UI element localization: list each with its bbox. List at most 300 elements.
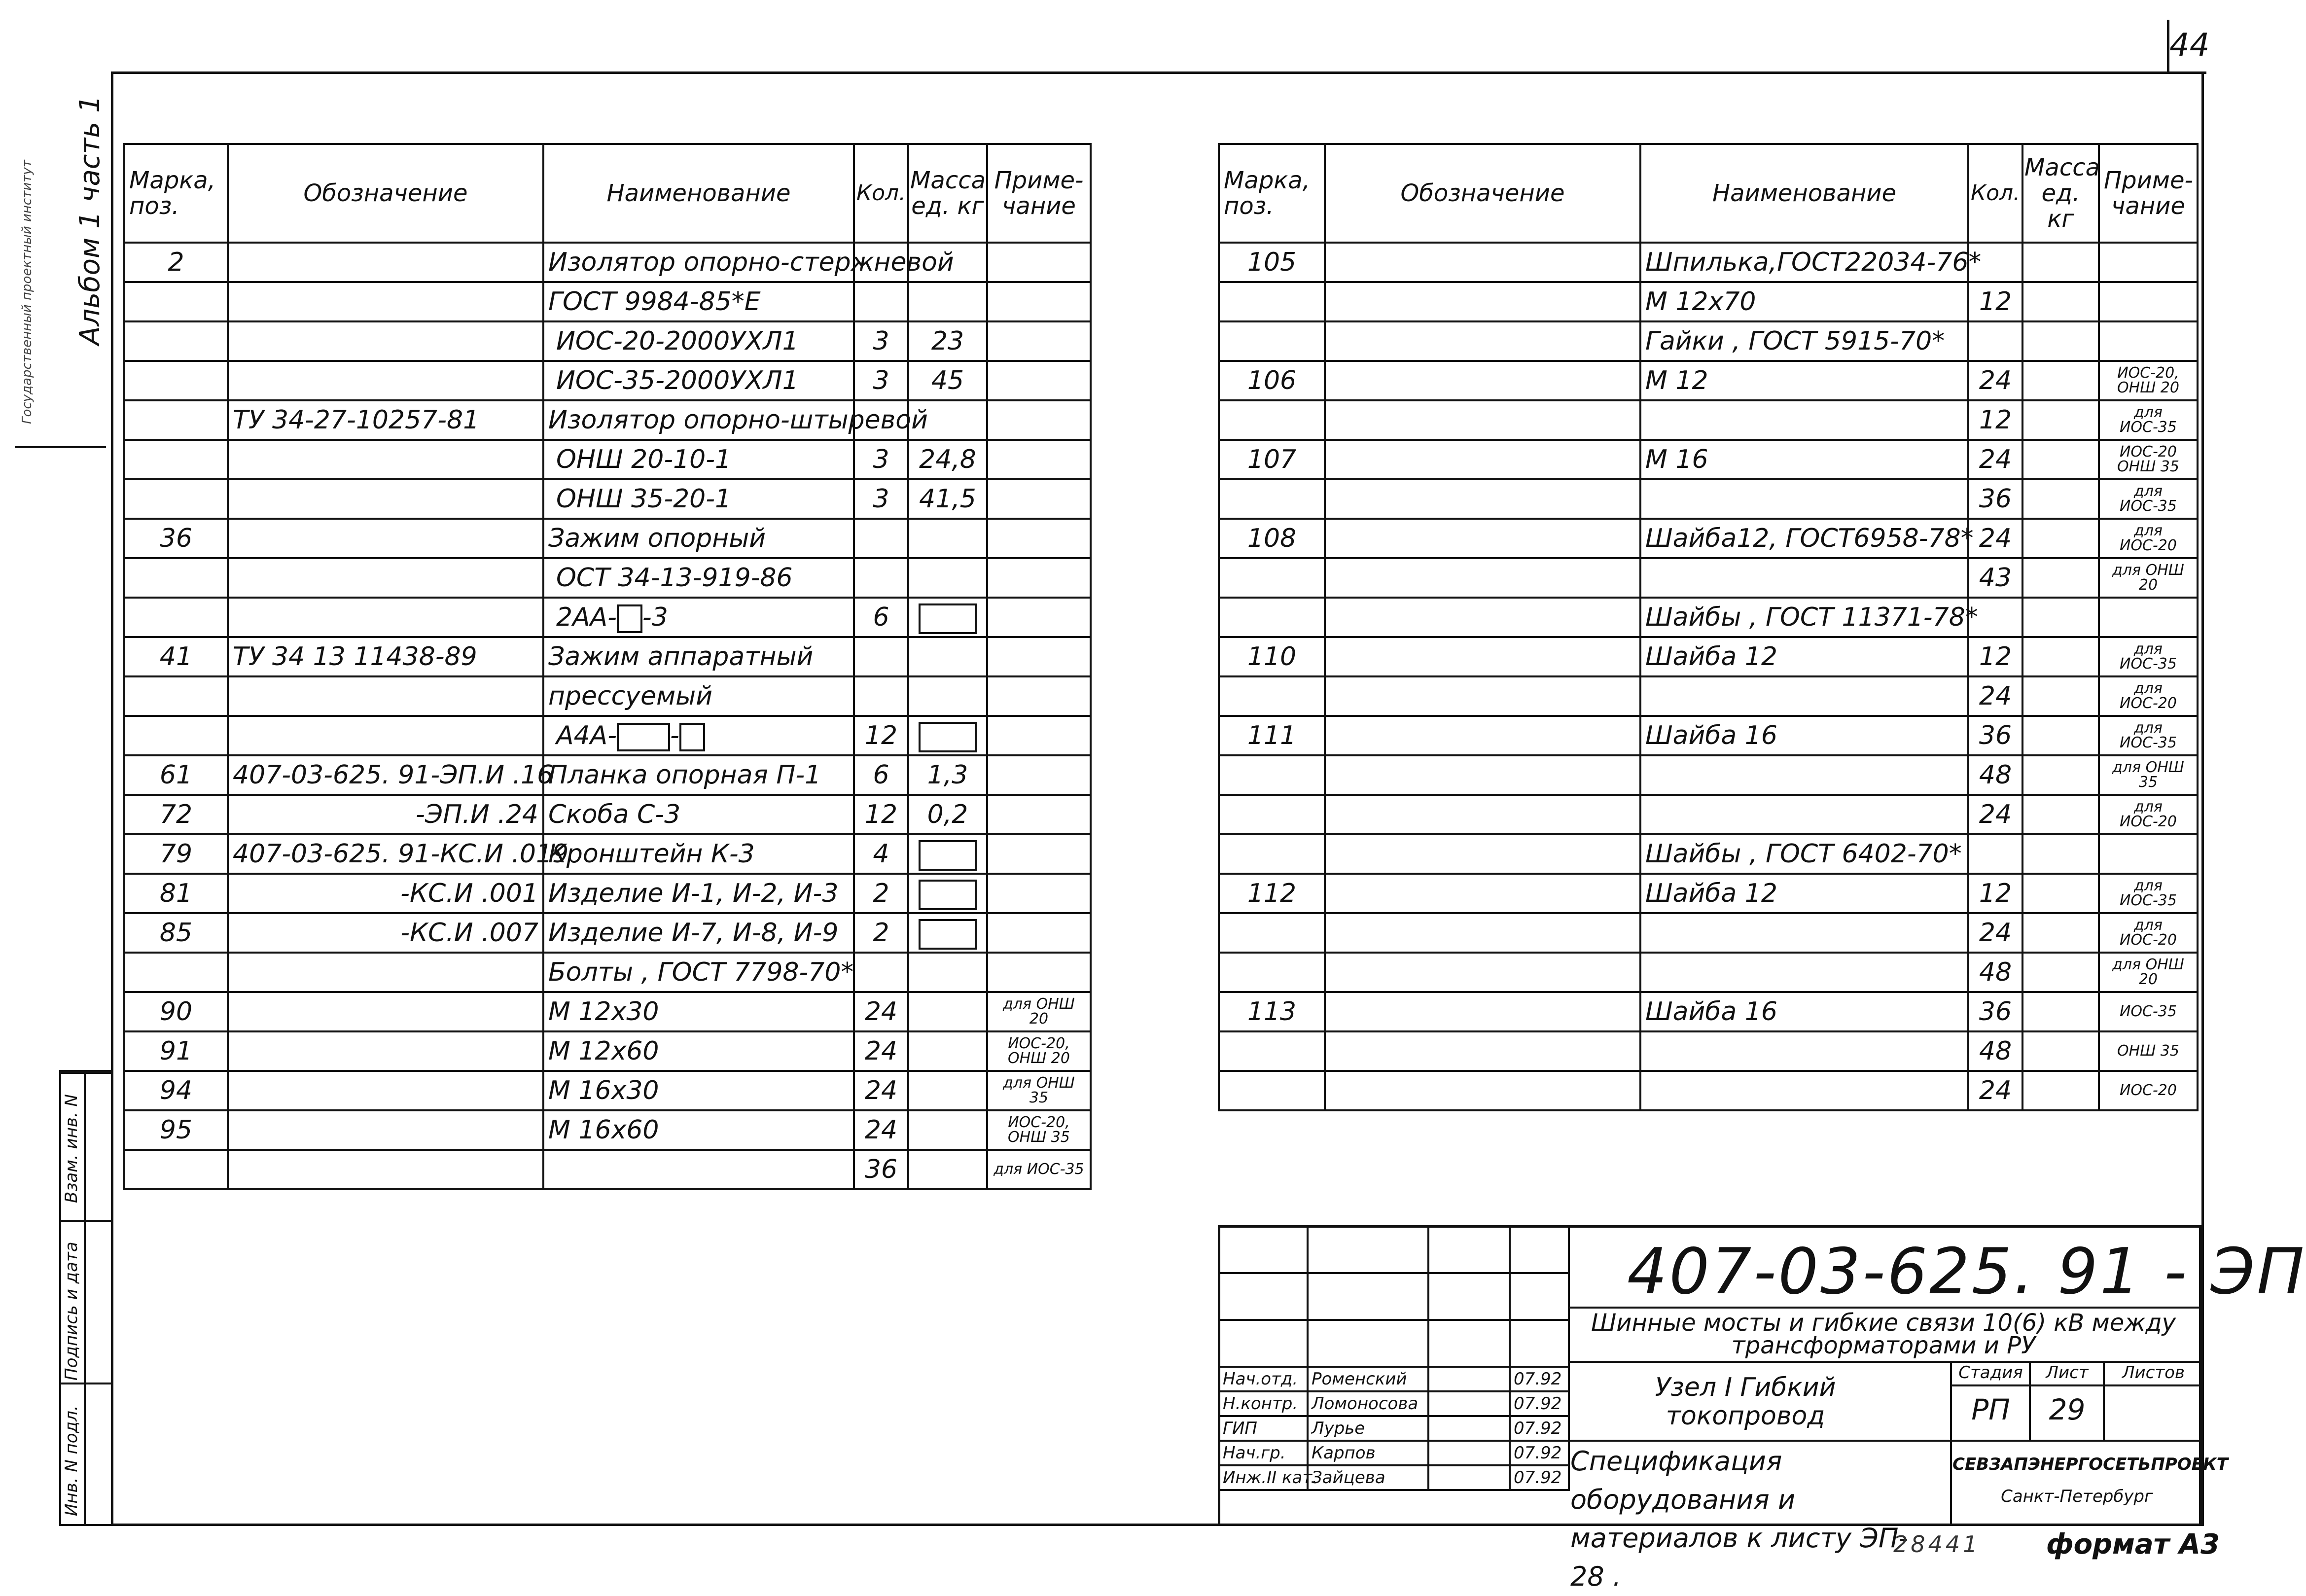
row-designation: ТУ 34 13 11438-89: [228, 637, 543, 676]
row-mark: [1219, 558, 1325, 598]
row-mark: 61: [124, 755, 228, 795]
row-qty: 24: [854, 1031, 908, 1071]
signature-blank-cell: [1510, 1273, 1569, 1320]
table-row: [1219, 1071, 2198, 1110]
row-designation: -КС.И .007: [228, 913, 543, 953]
table-row: [124, 676, 1091, 716]
blank-mass-box: [919, 919, 977, 950]
row-mass: 45: [908, 361, 987, 400]
stamp-original-inventory: Инв. N подл.: [62, 1405, 81, 1516]
row-mass: [2022, 440, 2099, 479]
table-row: [124, 243, 1091, 282]
row-designation: [1325, 1031, 1640, 1071]
row-mark: 112: [1219, 874, 1325, 913]
row-qty: 24: [1968, 676, 2022, 716]
row-mark: [1219, 321, 1325, 361]
row-mass: [908, 953, 987, 992]
row-mark: [124, 716, 228, 755]
row-mass: [2022, 637, 2099, 676]
row-mass: [2022, 321, 2099, 361]
row-note: для ИОС-20: [2099, 795, 2198, 834]
row-name: Шайба 16: [1640, 992, 1968, 1031]
row-name: М 16х60: [543, 1110, 854, 1150]
row-designation: [228, 1031, 543, 1071]
row-note: для ОНШ 35: [2099, 755, 2198, 795]
row-qty: 24: [1968, 519, 2022, 558]
row-mark: [124, 400, 228, 440]
row-designation: [1325, 953, 1640, 992]
row-qty: 24: [1968, 440, 2022, 479]
sheet-label: Лист: [2046, 1363, 2089, 1383]
row-designation: [1325, 913, 1640, 953]
header-note: Приме- чание: [2099, 144, 2198, 243]
row-mass: 41,5: [908, 479, 987, 519]
row-mark: [124, 479, 228, 519]
row-qty: 48: [1968, 953, 2022, 992]
left-header-row: [124, 144, 1091, 243]
row-mark: 41: [124, 637, 228, 676]
row-designation: [1325, 361, 1640, 400]
table-row: [124, 558, 1091, 598]
table-row: [1219, 440, 2198, 479]
row-designation: [228, 1071, 543, 1110]
signature-row: [1219, 1391, 1569, 1416]
row-note: [987, 598, 1091, 637]
row-designation: [228, 558, 543, 598]
row-mass: [908, 282, 987, 321]
row-mark: 91: [124, 1031, 228, 1071]
row-designation: [228, 321, 543, 361]
signature-sign: [1428, 1391, 1510, 1416]
row-designation: [1325, 440, 1640, 479]
row-note: [987, 282, 1091, 321]
row-designation: [1325, 282, 1640, 321]
row-name: Планка опорная П-1: [543, 755, 854, 795]
row-mark: 85: [124, 913, 228, 953]
table-row: [1219, 598, 2198, 637]
row-note: [987, 440, 1091, 479]
table-row: [124, 795, 1091, 834]
table-row: [1219, 321, 2198, 361]
row-mass: [908, 676, 987, 716]
table-row: [1219, 400, 2198, 440]
row-mass: [908, 558, 987, 598]
row-name: [543, 1150, 854, 1189]
row-note: для ИОС-35: [2099, 637, 2198, 676]
row-mass: [908, 1071, 987, 1110]
row-designation: [1325, 637, 1640, 676]
row-designation: [1325, 676, 1640, 716]
row-name: [1640, 1071, 1968, 1110]
row-qty: 48: [1968, 1031, 2022, 1071]
row-qty: 12: [854, 716, 908, 755]
row-qty: 24: [854, 1110, 908, 1150]
row-name: [1640, 1031, 1968, 1071]
row-designation: [228, 992, 543, 1031]
row-note: [987, 953, 1091, 992]
row-mark: [1219, 953, 1325, 992]
row-mass: 0,2: [908, 795, 987, 834]
stage-grid-c2: [2103, 1361, 2105, 1440]
row-note: [987, 676, 1091, 716]
table-row: [124, 755, 1091, 795]
org-name: СЕВЗАПЭНЕРГОСЕТЬПРОЕКТ: [1952, 1454, 2228, 1474]
row-note: ИОС-20 ОНШ 35: [2099, 440, 2198, 479]
signature-blank-cell: [1510, 1226, 1569, 1273]
row-designation: [1325, 400, 1640, 440]
row-note: для ИОС-20: [2099, 913, 2198, 953]
row-note: ИОС-35: [2099, 992, 2198, 1031]
row-note: ИОС-20, ОНШ 35: [987, 1110, 1091, 1150]
table-row: [124, 1071, 1091, 1110]
row-designation: [228, 361, 543, 400]
row-name: Гайки , ГОСТ 5915-70*: [1640, 321, 1968, 361]
row-name: Изделие И-7, И-8, И-9: [543, 913, 854, 953]
signature-blank-cell: [1308, 1320, 1428, 1367]
row-designation: [1325, 834, 1640, 874]
row-note: [987, 834, 1091, 874]
row-qty: 12: [1968, 637, 2022, 676]
blank-box: [617, 604, 642, 633]
stamp-signature-date: Подпись и дата: [62, 1241, 81, 1381]
side-rule: [15, 446, 106, 448]
signature-date: 07.92: [1510, 1416, 1569, 1441]
row-note: [987, 243, 1091, 282]
row-designation: [228, 243, 543, 282]
row-note: для ОНШ 20: [987, 992, 1091, 1031]
table-row: [1219, 558, 2198, 598]
row-mass: [2022, 992, 2099, 1031]
row-designation: -КС.И .001: [228, 874, 543, 913]
doc-code: 407-03-625. 91 - ЭП: [1627, 1235, 2306, 1309]
row-name: М 12х30: [543, 992, 854, 1031]
table-row: [124, 1150, 1091, 1189]
row-mass: [908, 1150, 987, 1189]
table-row: [1219, 637, 2198, 676]
table-row: [1219, 479, 2198, 519]
stage-label: Стадия: [1958, 1363, 2023, 1383]
row-name: [1640, 953, 1968, 992]
signature-name: Лурье: [1308, 1416, 1428, 1441]
signature-date: 07.92: [1510, 1391, 1569, 1416]
row-mark: [124, 953, 228, 992]
institute-label: Государственный проектный институт: [20, 160, 35, 424]
row-mass: [2022, 676, 2099, 716]
row-name: М 16: [1640, 440, 1968, 479]
row-qty: 12: [854, 795, 908, 834]
org-city: Санкт-Петербург: [2001, 1487, 2153, 1506]
row-note: для ИОС-35: [2099, 479, 2198, 519]
row-mark: 106: [1219, 361, 1325, 400]
name-suffix: -: [670, 721, 679, 750]
row-name: Кронштейн К-3: [543, 834, 854, 874]
table-row: [124, 479, 1091, 519]
row-note: [2099, 598, 2198, 637]
node-title-rule: [1568, 1440, 1950, 1442]
signature-blank-cell: [1308, 1226, 1428, 1273]
row-name: Шайба12, ГОСТ6958-78*: [1640, 519, 1968, 558]
row-note: для ИОС-20: [2099, 519, 2198, 558]
row-mark: [1219, 1031, 1325, 1071]
row-mark: 94: [124, 1071, 228, 1110]
row-mark: [1219, 913, 1325, 953]
row-qty: 12: [1968, 874, 2022, 913]
row-mark: 90: [124, 992, 228, 1031]
row-qty: 24: [1968, 1071, 2022, 1110]
sheet-value: 29: [2049, 1393, 2086, 1426]
blank-mass-box: [919, 840, 977, 871]
blank-mass-box: [919, 603, 977, 634]
row-designation: [228, 479, 543, 519]
signature-sign: [1428, 1416, 1510, 1441]
table-row: [124, 519, 1091, 558]
header-name: Наименование: [543, 144, 854, 243]
row-mark: 81: [124, 874, 228, 913]
signature-name: Карпов: [1308, 1441, 1428, 1465]
row-mass: [2022, 755, 2099, 795]
row-mark: 107: [1219, 440, 1325, 479]
row-note: [987, 874, 1091, 913]
table-row: [124, 321, 1091, 361]
header-name: Наименование: [1640, 144, 1968, 243]
row-mark: [1219, 400, 1325, 440]
row-name: [1640, 400, 1968, 440]
table-row: [124, 598, 1091, 637]
row-mark: [124, 440, 228, 479]
row-mass: [908, 1031, 987, 1071]
row-mass: [2022, 874, 2099, 913]
row-qty: [854, 953, 908, 992]
table-row: [124, 1031, 1091, 1071]
row-qty: 36: [854, 1150, 908, 1189]
row-name: М 16х30: [543, 1071, 854, 1110]
row-mass: [2022, 795, 2099, 834]
row-note: для ИОС-20: [2099, 676, 2198, 716]
signature-blank-cell: [1308, 1273, 1428, 1320]
row-name: [543, 716, 854, 755]
table-row: [1219, 716, 2198, 755]
row-name: Изделие И-1, И-2, И-3: [543, 874, 854, 913]
row-mark: 110: [1219, 637, 1325, 676]
row-note: [987, 913, 1091, 953]
table-row: [1219, 361, 2198, 400]
row-name: Шайбы , ГОСТ 6402-70*: [1640, 834, 1968, 874]
row-designation: [1325, 479, 1640, 519]
row-designation: [1325, 321, 1640, 361]
row-name: Шайба 12: [1640, 874, 1968, 913]
signature-row: [1219, 1367, 1569, 1391]
signature-role: Инж.II кат.: [1219, 1465, 1308, 1490]
table-row: [1219, 1031, 2198, 1071]
row-mark: 79: [124, 834, 228, 874]
row-note: для ОНШ 20: [2099, 953, 2198, 992]
right-spec-table: [1218, 143, 2199, 1111]
left-spec-table: [123, 143, 1092, 1190]
signature-name: Ломоносова: [1308, 1391, 1428, 1416]
row-qty: 48: [1968, 755, 2022, 795]
header-qty: Кол.: [1968, 144, 2022, 243]
row-name: Изолятор опорно-стержневой: [543, 243, 854, 282]
row-mark: 105: [1219, 243, 1325, 282]
row-mass: [2022, 243, 2099, 282]
row-mark: [124, 321, 228, 361]
signature-row: [1219, 1441, 1569, 1465]
row-qty: [854, 676, 908, 716]
table-row: [1219, 519, 2198, 558]
row-mark: 2: [124, 243, 228, 282]
row-note: [2099, 834, 2198, 874]
row-name: ОНШ 20-10-1: [543, 440, 854, 479]
table-row: [1219, 874, 2198, 913]
row-qty: 12: [1968, 282, 2022, 321]
row-designation: [228, 1150, 543, 1189]
row-designation: ТУ 34-27-10257-81: [228, 400, 543, 440]
format-label: формат А3: [2046, 1528, 2220, 1561]
row-qty: 2: [854, 874, 908, 913]
row-name: [1640, 479, 1968, 519]
row-qty: 3: [854, 479, 908, 519]
row-designation: -ЭП.И .24: [228, 795, 543, 834]
row-mass: [2022, 519, 2099, 558]
row-mark: [124, 1150, 228, 1189]
row-note: для ИОС-35: [2099, 716, 2198, 755]
row-name: [1640, 795, 1968, 834]
row-qty: 12: [1968, 400, 2022, 440]
row-qty: [854, 282, 908, 321]
row-mark: [1219, 282, 1325, 321]
table-row: [124, 637, 1091, 676]
blank-box: [617, 723, 670, 751]
table-row: [1219, 676, 2198, 716]
blank-box: [679, 723, 705, 751]
blank-mass-box: [919, 880, 977, 910]
row-name: [1640, 676, 1968, 716]
stage-grid-c1: [2029, 1361, 2031, 1440]
row-mass: [2022, 361, 2099, 400]
table-row: [124, 400, 1091, 440]
table-row: [1219, 243, 2198, 282]
table-row: [1219, 282, 2198, 321]
row-name: ГОСТ 9984-85*Е: [543, 282, 854, 321]
row-note: [987, 755, 1091, 795]
table-row: [124, 361, 1091, 400]
signature-name: Зайцева: [1308, 1465, 1428, 1490]
table-row: [1219, 992, 2198, 1031]
row-qty: 36: [1968, 992, 2022, 1031]
signature-blank-cell: [1219, 1273, 1308, 1320]
row-note: [987, 637, 1091, 676]
row-note: [2099, 243, 2198, 282]
header-qty: Кол.: [854, 144, 908, 243]
row-qty: 36: [1968, 479, 2022, 519]
right-header-row: [1219, 144, 2198, 243]
row-mark: [1219, 598, 1325, 637]
row-mass: [2022, 913, 2099, 953]
row-mass: [2022, 953, 2099, 992]
signature-role: ГИП: [1219, 1416, 1308, 1441]
signature-date: 07.92: [1510, 1465, 1569, 1490]
signature-blank-row: [1219, 1226, 1569, 1273]
row-qty: [1968, 834, 2022, 874]
stamp-strip-divider: [84, 1070, 86, 1526]
row-designation: [228, 282, 543, 321]
row-name: Шпилька,ГОСТ22034-76*: [1640, 243, 1968, 282]
row-mass: [908, 834, 987, 874]
row-note: [987, 519, 1091, 558]
row-mass: [908, 519, 987, 558]
row-designation: [228, 598, 543, 637]
signature-row: [1219, 1465, 1569, 1490]
row-qty: [854, 637, 908, 676]
row-name: Шайба 16: [1640, 716, 1968, 755]
row-name: М 12х70: [1640, 282, 1968, 321]
sheets-label: Листов: [2122, 1363, 2185, 1383]
signature-blank-row: [1219, 1320, 1569, 1367]
row-name: [1640, 755, 1968, 795]
header-mass: Масса ед. кг: [908, 144, 987, 243]
row-designation: [1325, 598, 1640, 637]
header-designation: Обозначение: [228, 144, 543, 243]
row-mass: [908, 637, 987, 676]
signature-role: Н.контр.: [1219, 1391, 1308, 1416]
row-mass: [2022, 834, 2099, 874]
row-mass: [908, 913, 987, 953]
row-designation: [228, 1110, 543, 1150]
signature-row: [1219, 1416, 1569, 1441]
row-name: Зажим опорный: [543, 519, 854, 558]
row-name: Болты , ГОСТ 7798-70*: [543, 953, 854, 992]
row-mass: [2022, 598, 2099, 637]
row-name: Шайбы , ГОСТ 11371-78*: [1640, 598, 1968, 637]
row-note: для ИОС-35: [2099, 400, 2198, 440]
row-note: для ОНШ 20: [2099, 558, 2198, 598]
row-mark: 95: [124, 1110, 228, 1150]
row-qty: 6: [854, 755, 908, 795]
table-row: [1219, 834, 2198, 874]
row-name: ИОС-35-2000УХЛ1: [543, 361, 854, 400]
row-qty: [854, 519, 908, 558]
row-designation: [1325, 874, 1640, 913]
row-note: [987, 716, 1091, 755]
header-designation: Обозначение: [1325, 144, 1640, 243]
stage-grid-r2: [1950, 1440, 2201, 1442]
signature-sign: [1428, 1441, 1510, 1465]
row-mark: [124, 361, 228, 400]
row-mark: 111: [1219, 716, 1325, 755]
row-note: ИОС-20, ОНШ 20: [2099, 361, 2198, 400]
row-designation: [1325, 795, 1640, 834]
header-note: Приме- чание: [987, 144, 1091, 243]
row-designation: [1325, 519, 1640, 558]
table-row: [1219, 755, 2198, 795]
row-qty: 36: [1968, 716, 2022, 755]
signature-role: Нач.гр.: [1219, 1441, 1308, 1465]
row-designation: [1325, 558, 1640, 598]
row-mass: [2022, 400, 2099, 440]
row-qty: 4: [854, 834, 908, 874]
stage-grid-r1: [1950, 1384, 2201, 1386]
row-note: ИОС-20, ОНШ 20: [987, 1031, 1091, 1071]
row-name: прессуемый: [543, 676, 854, 716]
row-mark: [1219, 755, 1325, 795]
name-prefix: 2АА-: [556, 603, 617, 632]
table-row: [1219, 913, 2198, 953]
table-row: [124, 716, 1091, 755]
row-note: [987, 795, 1091, 834]
row-designation: [1325, 992, 1640, 1031]
row-mark: [1219, 1071, 1325, 1110]
row-name: М 12: [1640, 361, 1968, 400]
